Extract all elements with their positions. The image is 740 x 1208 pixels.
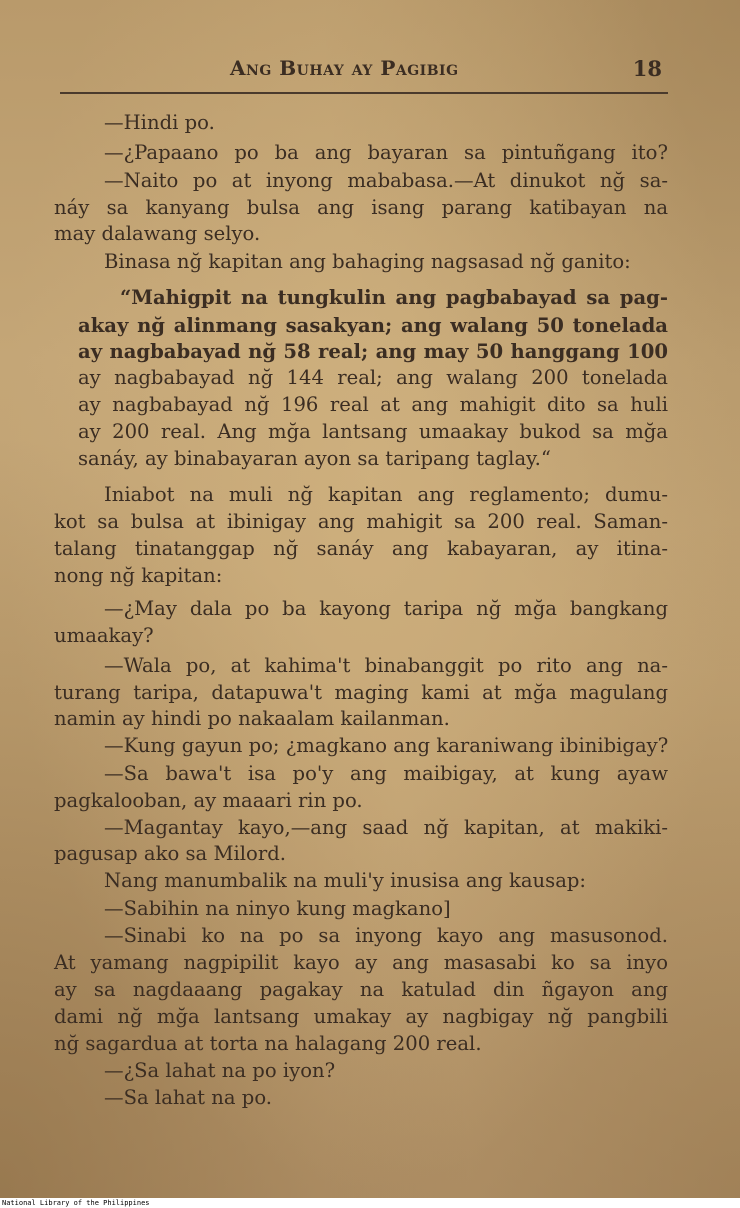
text-line: namin ay hindi po nakaalam kailanman. xyxy=(54,707,450,730)
text-line: —Kung gayun po; ¿magkano ang karaniwang ibinibigay? xyxy=(104,734,669,757)
quote-line: akay nğ alinmang sasakyan; ang walang 50 tonelada xyxy=(78,314,668,337)
text-line: Nang manumbalik na muli'y inusisa ang kausap: xyxy=(104,869,587,892)
text-line: At yamang nagpipilit kayo ay ang masasabi ko sa inyo xyxy=(54,951,668,974)
page-number: 18 xyxy=(632,56,662,81)
library-credit: National Library of the Philippines xyxy=(2,1199,150,1207)
text-line: dami nğ mğa lantsang umakay ay nagbigay nğ pangbili xyxy=(54,1005,668,1028)
text-line: pagkalooban, ay maaari rin po. xyxy=(54,789,363,812)
text-line: —Naito po at inyong mababasa.—At dinukot nğ sa- xyxy=(104,169,668,192)
text-line: may dalawang selyo. xyxy=(54,222,261,245)
text-line: —¿Papaano po ba ang bayaran sa pintuñgang ito? xyxy=(104,141,668,164)
text-line: —Hindi po. xyxy=(104,111,215,134)
text-line: Binasa nğ kapitan ang bahaging nagsasad nğ ganito: xyxy=(104,250,631,273)
text-line: umaakay? xyxy=(54,624,154,647)
quote-line: sanáy, ay binabayaran ayon sa taripang taglay.“ xyxy=(78,447,551,470)
running-title: Ang Buhay ay Pagibig xyxy=(230,56,459,80)
text-line: —Wala po, at kahima't binabanggit po rito ang na- xyxy=(104,654,668,677)
quote-line: ay nagbabayad nğ 144 real; ang walang 200 tonelada xyxy=(78,366,668,389)
quote-line: ay nagbabayad nğ 196 real at ang mahigit dito sa huli xyxy=(78,393,668,416)
text-line: Iniabot na muli nğ kapitan ang reglamento; dumu- xyxy=(104,483,668,506)
page-header xyxy=(60,54,668,84)
text-line: kot sa bulsa at ibinigay ang mahigit sa 200 real. Saman- xyxy=(54,510,668,533)
text-line: —¿May dala po ba kayong taripa nğ mğa bangkang xyxy=(104,597,668,620)
scan-footer xyxy=(0,1199,740,1208)
text-line: —Sabihin na ninyo kung magkano] xyxy=(104,897,451,920)
text-line: —Sinabi ko na po sa inyong kayo ang masusonod. xyxy=(104,924,668,947)
text-line: —Sa bawa't isa po'y ang maibigay, at kung ayaw xyxy=(104,762,668,785)
text-line: pagusap ako sa Milord. xyxy=(54,842,286,865)
text-line: nğ sagardua at torta na halagang 200 real. xyxy=(54,1032,482,1055)
quote-line: ay nagbabayad nğ 58 real; ang may 50 hanggang 100 xyxy=(78,340,668,363)
text-line: ay sa nagdaaang pagakay na katulad din ñgayon ang xyxy=(54,978,668,1001)
text-line: —Sa lahat na po. xyxy=(104,1086,273,1109)
quote-line: ay 200 real. Ang mğa lantsang umaakay bukod sa mğa xyxy=(78,420,668,443)
text-line: náy sa kanyang bulsa ang isang parang katibayan na xyxy=(54,196,668,219)
header-rule xyxy=(60,92,668,94)
text-line: talang tinatanggap nğ sanáy ang kabayaran, ay itina- xyxy=(54,537,668,560)
text-line: —¿Sa lahat na po iyon? xyxy=(104,1059,336,1082)
quote-line: “Mahigpit na tungkulin ang pagbabayad sa pag- xyxy=(120,286,668,309)
text-line: nong nğ kapitan: xyxy=(54,564,223,587)
text-line: —Magantay kayo,—ang saad nğ kapitan, at makiki- xyxy=(104,816,668,839)
text-line: turang taripa, datapuwa't maging kami at mğa magulang xyxy=(54,681,668,704)
